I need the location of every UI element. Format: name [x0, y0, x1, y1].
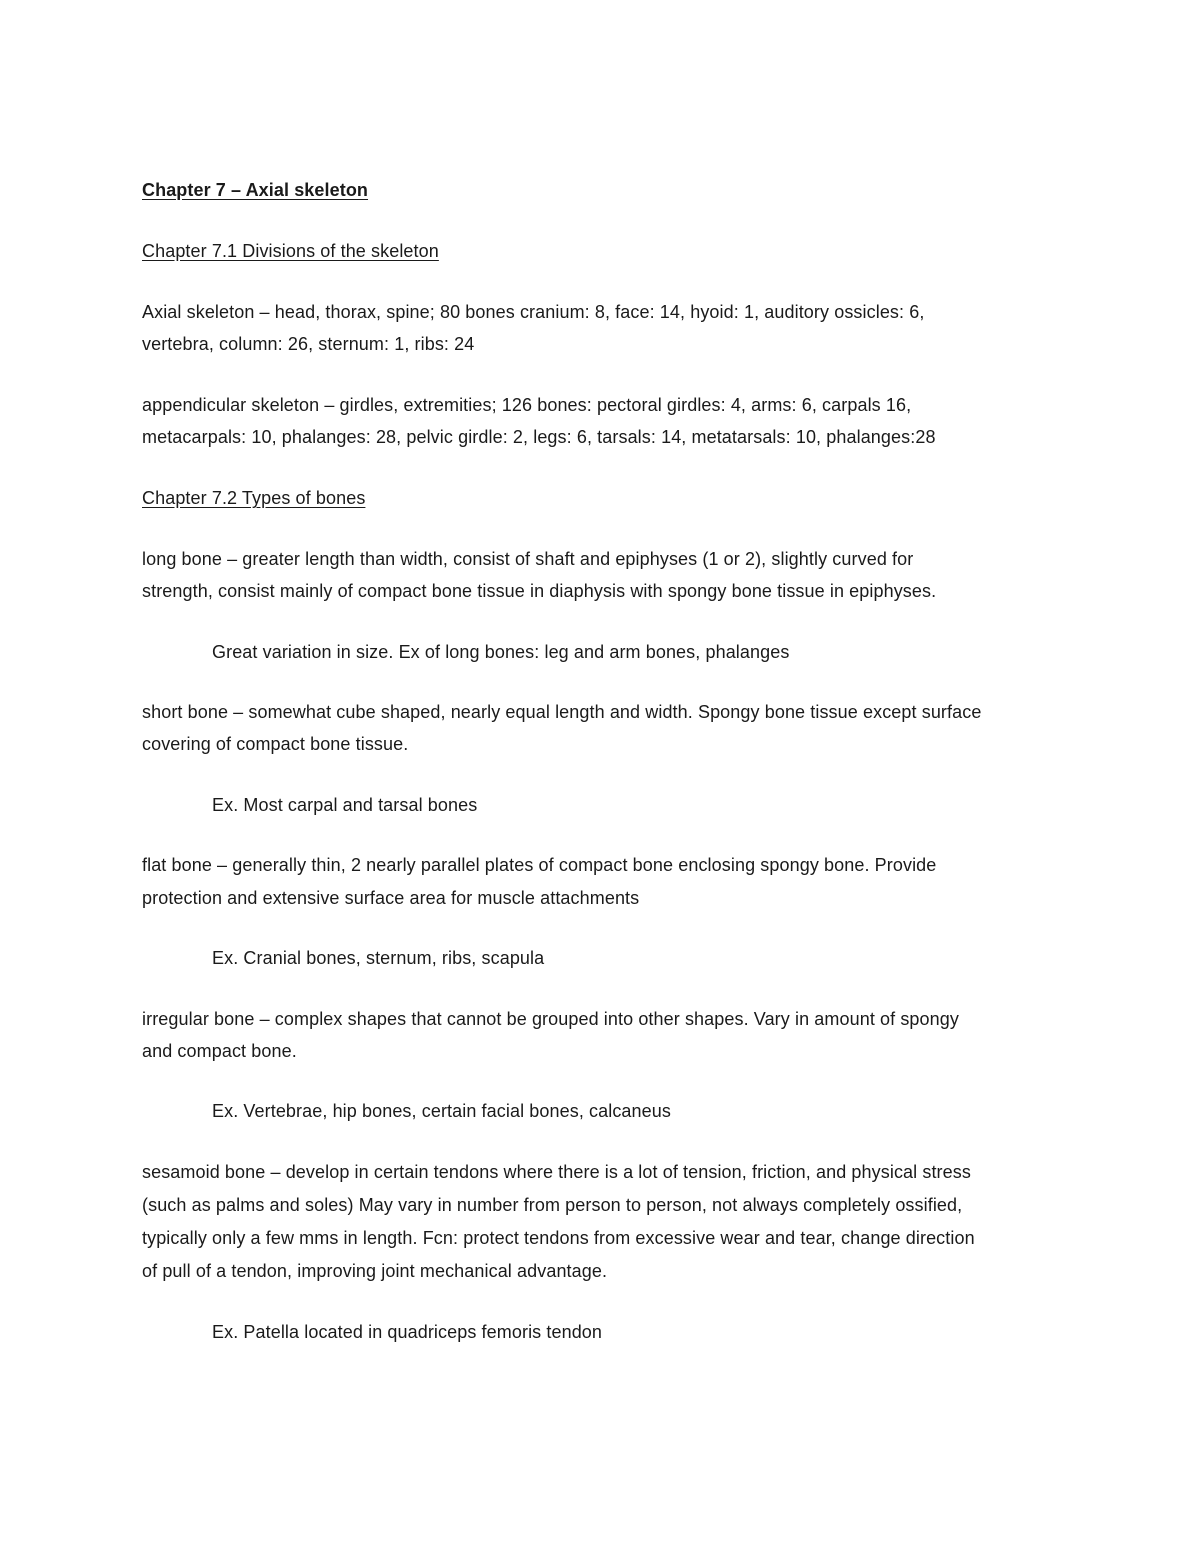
paragraph-line: irregular bone – complex shapes that cannot be grouped into other shapes. Vary in amount of spongy: [142, 1009, 959, 1029]
paragraph-line: short bone – somewhat cube shaped, nearly equal length and width. Spongy bone tissue except surface: [142, 702, 982, 722]
example-long-bone: Great variation in size. Ex of long bones: leg and arm bones, phalanges: [212, 642, 790, 662]
paragraph-line: protection and extensive surface area for muscle attachments: [142, 888, 640, 908]
section-heading-7-2: Chapter 7.2 Types of bones: [142, 488, 366, 508]
paragraph-line: and compact bone.: [142, 1041, 297, 1061]
paragraph-line: sesamoid bone – develop in certain tendons where there is a lot of tension, friction, and physical stress: [142, 1162, 971, 1182]
section-heading-7-1: Chapter 7.1 Divisions of the skeleton: [142, 241, 439, 261]
paragraph-line: strength, consist mainly of compact bone tissue in diaphysis with spongy bone tissue in epiphyses.: [142, 581, 937, 601]
paragraph-line: appendicular skeleton – girdles, extremities; 126 bones: pectoral girdles: 4, arms: 6, carpals 16,: [142, 395, 912, 415]
paragraph-line: metacarpals: 10, phalanges: 28, pelvic girdle: 2, legs: 6, tarsals: 14, metatarsals: 10, phalanges:28: [142, 427, 936, 447]
paragraph-line: of pull of a tendon, improving joint mechanical advantage.: [142, 1261, 608, 1281]
paragraph-line: typically only a few mms in length. Fcn: protect tendons from excessive wear and tear, change direction: [142, 1228, 975, 1248]
paragraph-line: (such as palms and soles) May vary in number from person to person, not always completely ossified,: [142, 1195, 963, 1215]
chapter-title: Chapter 7 – Axial skeleton: [142, 180, 369, 200]
paragraph-line: flat bone – generally thin, 2 nearly parallel plates of compact bone enclosing spongy bone. Provide: [142, 855, 937, 875]
example-flat-bone: Ex. Cranial bones, sternum, ribs, scapula: [212, 948, 545, 968]
paragraph-line: Axial skeleton – head, thorax, spine; 80 bones cranium: 8, face: 14, hyoid: 1, auditory ossicles: 6,: [142, 302, 925, 322]
paragraph-line: covering of compact bone tissue.: [142, 734, 409, 754]
example-irregular-bone: Ex. Vertebrae, hip bones, certain facial bones, calcaneus: [212, 1101, 671, 1121]
example-sesamoid-bone: Ex. Patella located in quadriceps femoris tendon: [212, 1322, 603, 1342]
paragraph-line: vertebra, column: 26, sternum: 1, ribs: 24: [142, 334, 475, 354]
example-short-bone: Ex. Most carpal and tarsal bones: [212, 795, 478, 815]
paragraph-line: long bone – greater length than width, consist of shaft and epiphyses (1 or 2), slightly curved for: [142, 549, 914, 569]
